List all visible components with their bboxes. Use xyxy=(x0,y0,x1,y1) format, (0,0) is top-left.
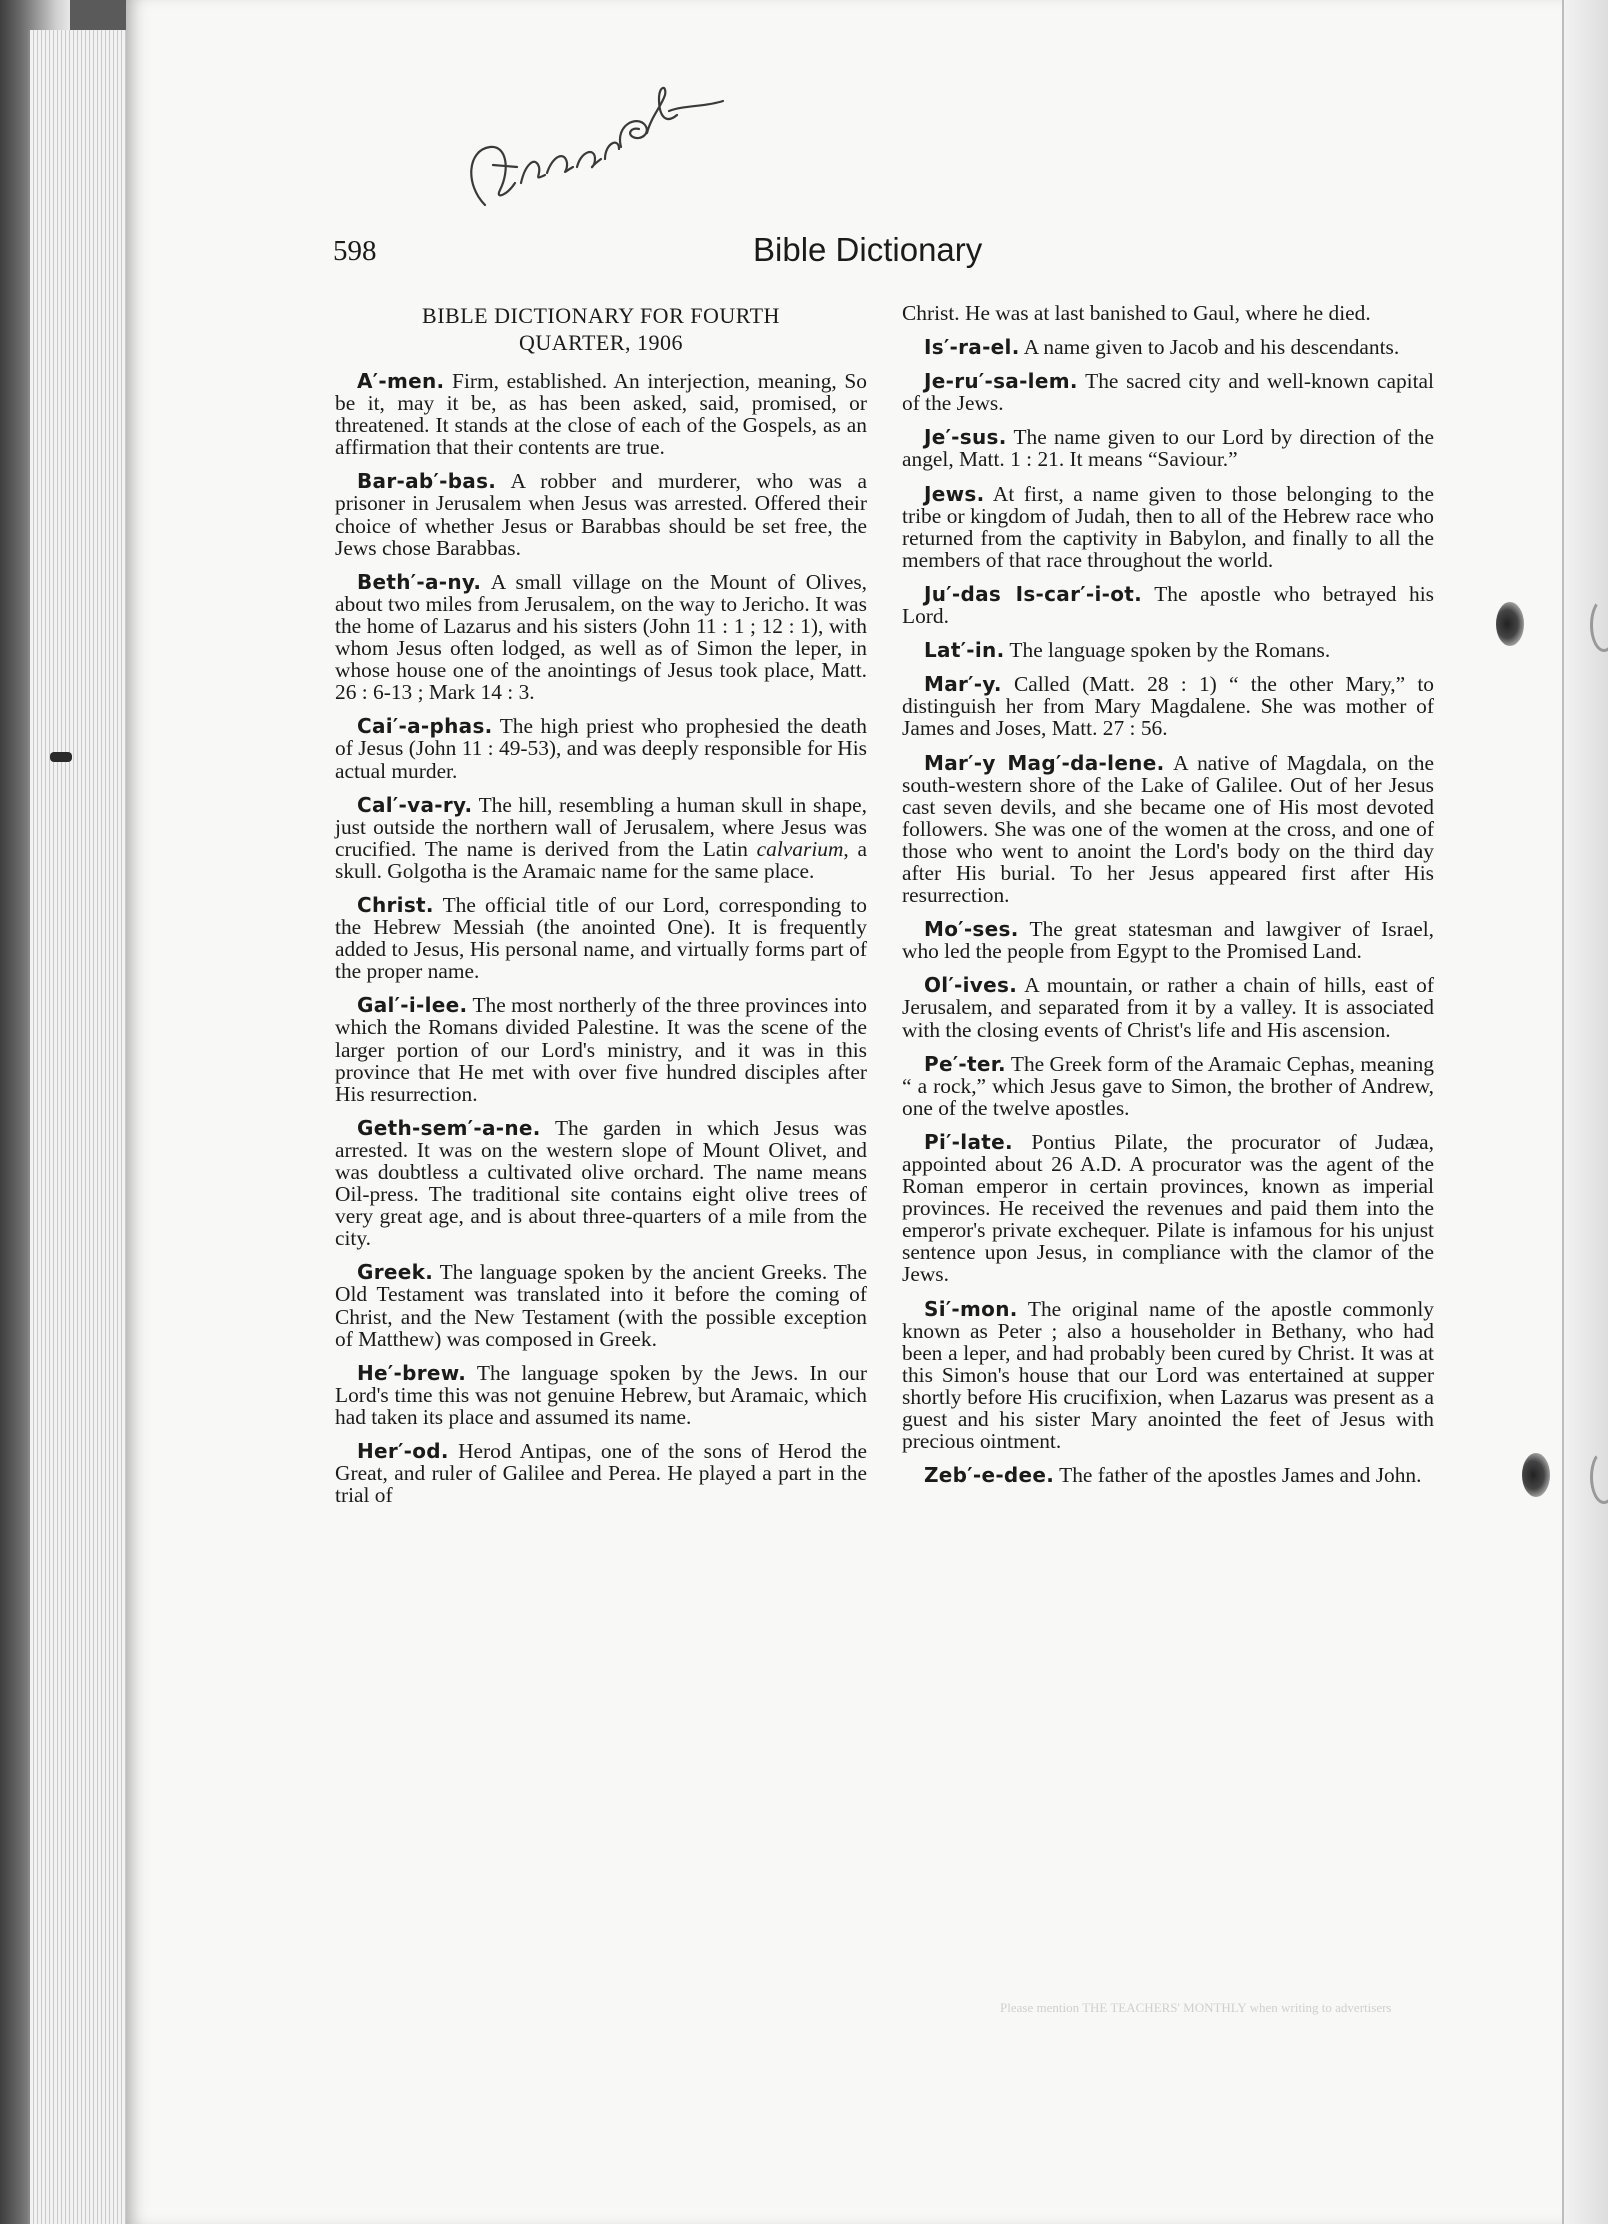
left-dictionary-entry xyxy=(335,470,867,558)
left-dictionary-entry xyxy=(335,715,867,781)
continued-entry: Christ. He was at last banished to Gaul, where he died. xyxy=(902,301,1371,325)
entry-term: Pi′-late. xyxy=(924,1129,1013,1154)
entry-definition: The great statesman and lawgiver of Israel, who led the people from Egypt to the Promised Land. xyxy=(902,917,1434,964)
right-dictionary-entry xyxy=(902,370,1434,414)
left-dictionary-entry xyxy=(335,1117,867,1250)
entry-definition: Called (Matt. 28 : 1) “ the other Mary,” to distinguish her from Mary Magdalene. She was mother of James and Joses, Matt. 27 : 56. xyxy=(902,672,1434,741)
entry-term: Ju′-das Is-car′-i-ot. xyxy=(924,581,1142,606)
entry-definition: A native of Magdala, on the south-western shore of the Lake of Galilee. Out of her Jesus cast seven devils, and she became one of His most devoted followers. She was one of the women at the cross, and one of those who went to anoint the Lord's body on the third day after His burial. To her Jesus appeared first after His resurrection. xyxy=(902,750,1434,908)
left-dictionary-entry xyxy=(335,1261,867,1349)
entry-term: Mar′-y Mag′-da-lene. xyxy=(924,750,1165,775)
left-dictionary-entry xyxy=(335,894,867,982)
binding-hole-bottom xyxy=(1522,1453,1550,1497)
right-dictionary-entry xyxy=(902,639,1434,661)
right-column xyxy=(902,302,1434,1486)
right-dictionary-entry xyxy=(902,918,1434,962)
left-column xyxy=(335,302,867,1506)
entry-definition: Firm, established. An interjection, meaning, So be it, may it be, as has been asked, said, promised, or threatened. It stands at the close of each of the Gospels, as an affirmation that their contents are true. xyxy=(335,369,867,460)
right-dictionary-entry xyxy=(902,1464,1434,1486)
right-dictionary-entry xyxy=(902,1131,1434,1286)
entry-definition: The Greek form of the Aramaic Cephas, meaning “ a rock,” which Jesus gave to Simon, the brother of Andrew, one of the twelve apostles. xyxy=(902,1051,1434,1120)
entry-term: Bar-ab′-bas. xyxy=(357,469,497,494)
entry-term: A′-men. xyxy=(357,369,445,393)
right-dictionary-entry xyxy=(902,974,1434,1040)
entry-term: Ol′-ives. xyxy=(924,973,1018,998)
entry-term: Cal′-va-ry. xyxy=(357,792,473,817)
left-dictionary-entry xyxy=(335,1440,867,1506)
entry-term: Zeb′-e-dee. xyxy=(924,1463,1055,1488)
entry-term: Is′-ra-el. xyxy=(924,335,1020,360)
margin-mark xyxy=(50,752,72,762)
section-heading xyxy=(335,302,867,356)
entry-term: Je′-sus. xyxy=(924,425,1007,450)
right-dictionary-entry xyxy=(902,673,1434,739)
entry-term: Geth-sem′-a-ne. xyxy=(357,1115,541,1140)
binding-hole-top xyxy=(1496,602,1524,646)
facing-page-edge xyxy=(1562,0,1608,2224)
entry-definition: Herod Antipas, one of the sons of Herod the Great, and ruler of Galilee and Perea. He played a part in the trial of xyxy=(335,1439,867,1508)
entry-term: He′-brew. xyxy=(357,1360,467,1385)
entry-term: Beth′-a-ny. xyxy=(357,569,482,594)
entry-definition: A robber and murderer, who was a prisoner in Jerusalem when Jesus was arrested. Offered their choice of whether Jesus or Barabbas should be set free, the Jews chose Barabbas. xyxy=(335,469,867,560)
entry-definition: The name given to our Lord by direction of the angel, Matt. 1 : 21. It means “Saviour.” xyxy=(902,425,1434,472)
right-dictionary-entry xyxy=(902,1298,1434,1453)
entry-definition: The language spoken by the Romans. xyxy=(1004,638,1331,663)
entry-definition: The high priest who prophesied the death of Jesus (John 11 : 49-53), and was deeply responsible for His actual murder. xyxy=(335,714,867,783)
entry-definition: The most northerly of the three provinces into which the Romans divided Palestine. It was the scene of the larger portion of our Lord's ministry, and it was in this province that He met with over five hundred disciples after His resurrection. xyxy=(335,993,867,1106)
entry-definition: The hill, resembling a human skull in shape, just outside the northern wall of Jerusalem, where Jesus was crucified. The name is derived from the Latin xyxy=(335,792,867,861)
page-stack-edge xyxy=(28,30,130,2224)
entry-term: Pe′-ter. xyxy=(924,1051,1006,1076)
entry-italic-term: calvarium xyxy=(756,836,844,861)
right-dictionary-entry xyxy=(902,426,1434,470)
entry-term: Si′-mon. xyxy=(924,1296,1018,1321)
entry-term: Je-ru′-sa-lem. xyxy=(924,369,1078,394)
handwritten-signature xyxy=(455,55,735,225)
bleed-through-footer: Please mention THE TEACHERS' MONTHLY when writing to advertisers xyxy=(1000,2000,1392,2015)
left-dictionary-entry xyxy=(335,370,867,458)
entry-term: Gal′-i-lee. xyxy=(357,993,468,1018)
entry-term: Greek. xyxy=(357,1260,434,1285)
right-dictionary-entry xyxy=(902,1053,1434,1119)
entry-term: Christ. xyxy=(357,892,434,917)
entry-definition: The official title of our Lord, corresponding to the Hebrew Messiah (the anointed One). It is frequently added to Jesus, His personal name, and virtually forms part of the proper name. xyxy=(335,892,867,984)
entry-definition: The apostle who betrayed his Lord. xyxy=(902,581,1434,629)
page-number: 598 xyxy=(333,235,377,267)
right-dictionary-entry xyxy=(902,336,1434,358)
right-dictionary-entry xyxy=(902,483,1434,571)
heading-line-2: QUARTER, 1906 xyxy=(518,330,684,355)
right-dictionary-entry xyxy=(902,752,1434,907)
entry-definition: The garden in which Jesus was arrested. It was on the western slope of Mount Olivet, and was doubtless a cultivated olive orchard. The name means Oil-press. The traditional site contains eight olive trees of very great age, and is about three-quarters of a mile from the city. xyxy=(335,1115,867,1251)
entry-definition-end: , a skull. Golgotha is the Aramaic name for the same place. xyxy=(335,836,867,883)
left-dictionary-entry xyxy=(335,794,867,882)
right-dictionary-entry xyxy=(902,583,1434,627)
running-title: Bible Dictionary xyxy=(753,231,983,268)
entry-term: Lat′-in. xyxy=(924,638,1005,663)
left-dictionary-entry xyxy=(335,994,867,1104)
entry-definition: The father of the apostles James and John. xyxy=(1054,1463,1422,1488)
heading-line-1: BIBLE DICTIONARY FOR FOURTH xyxy=(422,303,780,328)
running-head xyxy=(333,231,1453,275)
entry-definition: At first, a name given to those belonging to the tribe or kingdom of Judah, then to all of the Hebrew race who returned from the captivity in Babylon, and finally to all the members of that race throughout the world. xyxy=(902,481,1434,572)
entry-definition: The original name of the apostle commonly known as Peter ; also a householder in Bethany, who had been a leper, and had probably been cured by Christ. It was at this Simon's house that our Lord was entertained at supper shortly before His crucifixion, when Lazarus was present as a guest and his sister Mary anointed the feet of Jesus with precious ointment. xyxy=(902,1296,1434,1454)
entry-definition: The language spoken by the Jews. In our Lord's time this was not genuine Hebrew, but Aramaic, which had taken its place and assumed its name. xyxy=(335,1360,867,1429)
entry-term: Jews. xyxy=(924,481,985,506)
left-dictionary-entry xyxy=(335,1362,867,1428)
entry-definition: The language spoken by the ancient Greeks. The Old Testament was translated into it before the coming of Christ, and the New Testament (with the possible exception of Matthew) was composed in Greek. xyxy=(335,1260,867,1351)
entry-definition: A name given to Jacob and his descendants. xyxy=(1019,335,1400,360)
entry-definition: A small village on the Mount of Olives, about two miles from Jerusalem, on the way to Jericho. It was the home of Lazarus and his sisters (John 11 : 1 ; 12 : 1), with whom Jesus often lodged, as well as of Simon the leper, in whose house one of the anointings of Jesus took place, Matt. 26 : 6-13 ; Mark 14 : 3. xyxy=(335,569,867,705)
entry-term: Mo′-ses. xyxy=(924,917,1019,942)
right-entry-list xyxy=(902,336,1434,1486)
entry-definition: A mountain, or rather a chain of hills, east of Jerusalem, and separated from it by a valley. It is associated with the closing events of Christ's life and His ascension. xyxy=(902,973,1434,1042)
left-dictionary-entry xyxy=(335,571,867,704)
entry-definition: Pontius Pilate, the procurator of Judæa, appointed about 26 A.D. A procurator was the agent of the Roman emperor in certain provinces, known as imperial provinces. He received the revenues and paid them into the emperor's private exchequer. Pilate is infamous for his unjust sentence upon Jesus, in compliance with the clamor of the Jews. xyxy=(902,1129,1434,1287)
entry-term: Cai′-a-phas. xyxy=(357,714,493,739)
entry-definition: The sacred city and well-known capital of the Jews. xyxy=(902,369,1434,416)
entry-term: Her′-od. xyxy=(357,1439,449,1464)
entry-term: Mar′-y. xyxy=(924,672,1002,697)
left-entry-list xyxy=(335,370,867,1506)
